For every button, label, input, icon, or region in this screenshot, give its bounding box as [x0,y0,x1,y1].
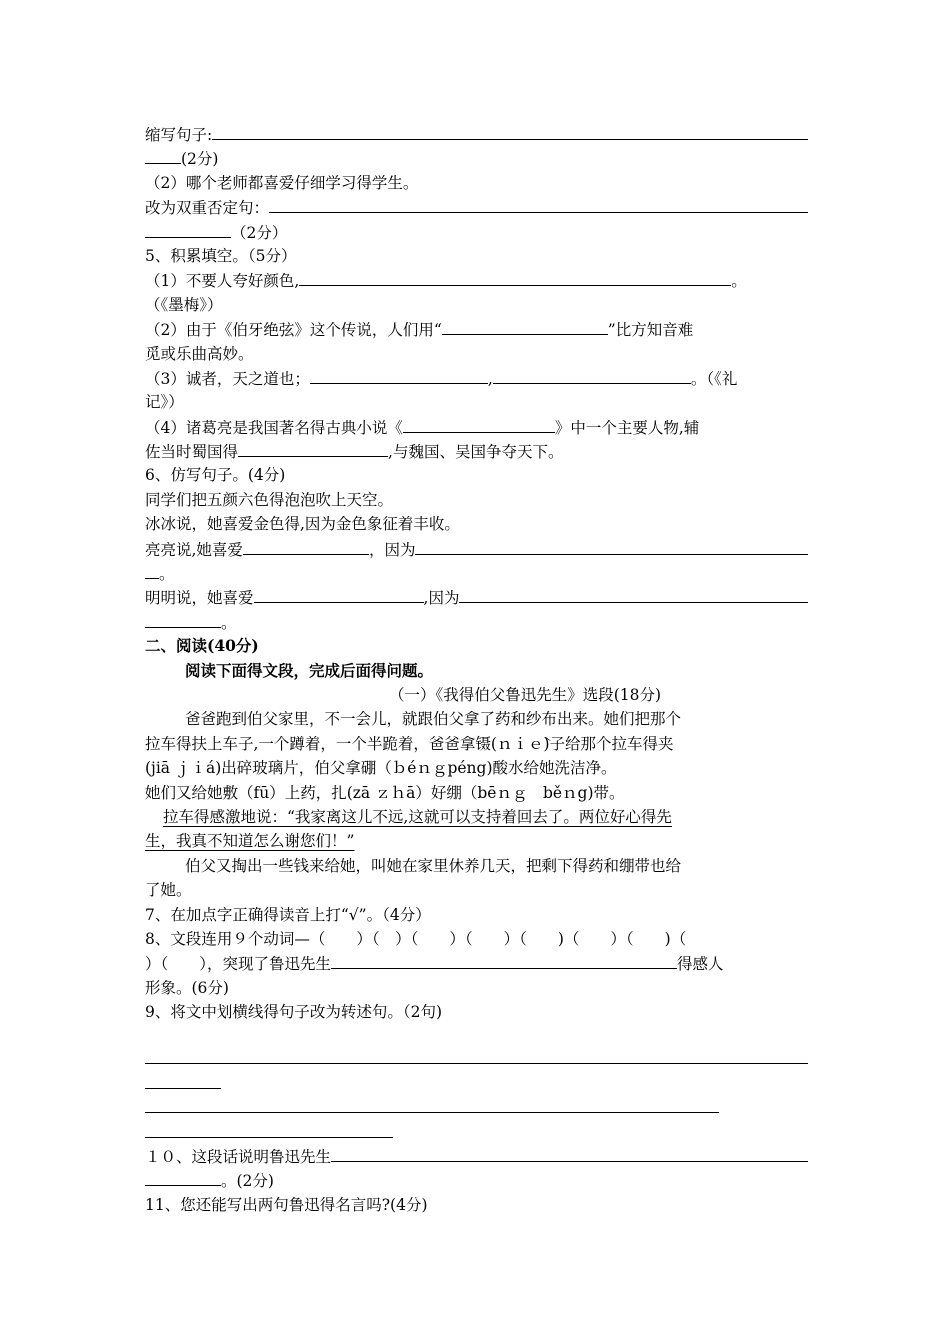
q9-answer-blank-1b[interactable] [145,1071,221,1089]
q6-line4-blank-cont[interactable] [145,610,221,628]
q5-item4-text-c: 佐当时蜀国得 [145,443,239,462]
q10-score: 。(2分) [221,1172,274,1191]
q5-item3-cont: 记》） [145,393,184,412]
q6-line3-end: 。 [159,565,175,584]
q5-item1-end: 。 [731,272,747,291]
condense-answer-blank-cont[interactable] [145,146,181,164]
q9-answer-line-2 [145,1095,808,1119]
passage-p1-line3: (jiā ｊｉá)出碎玻璃片，伯父拿硼（ｂéｎｇpéng)酸水给她洗洁净。 [145,759,617,778]
q9-answer-line-2b [145,1120,808,1144]
q5-item4-blank-1[interactable] [403,415,555,433]
q5-item3-text: （3）诚者，天之道也； [145,369,310,388]
q5-item4-text-d: ,与魏国、吴国争夺天下。 [388,443,564,462]
q9-answer-blank-2[interactable] [145,1095,719,1113]
q5-item1-source: （《墨梅》） [145,295,223,314]
q5-item4-text: （4）诸葛亮是我国著名得古典小说《 [145,418,403,437]
q5-item3-blank-1[interactable] [310,366,488,384]
q6-line4-end: 。 [221,613,237,632]
q8-line3: 形象。(6分) [145,978,229,997]
q5-item1-blank[interactable] [299,268,731,286]
q10-blank-cont[interactable] [145,1168,221,1186]
q6-line3-cont [145,561,808,585]
q6-line3-blank-1[interactable] [243,537,369,555]
q6-line3-because: ，因为 [368,540,416,559]
q6-line3-blank-2[interactable] [415,537,808,555]
q5-item3-comma: , [487,369,493,388]
condense-score: (2分) [181,150,219,169]
q11: 11、您还能写出两句鲁迅得名言吗?(4分) [145,1195,428,1214]
q10-line [145,1144,808,1168]
section2-instruction: 阅读下面得文段，完成后面得问题。 [185,660,434,680]
passage-title: （一）《我得伯父鲁迅先生》选段(18分) [389,685,662,704]
q5-item3 [145,366,808,390]
section2-heading: 二、阅读(40分) [145,636,259,656]
q9-answer-line-1b [145,1071,808,1095]
q8-line1: 8、文段连用９个动词—（ ）（ ）（ ）（ ）（ )（ ）（ )（ [145,929,687,948]
q5-item2-cont: 觅或乐曲高妙。 [145,344,254,363]
q10-blank[interactable] [331,1144,808,1162]
exam-page [145,122,808,1217]
q5-title: 5、积累填空。（5分） [145,246,297,265]
q5-item4-text-b: 》中一个主要人物,辅 [554,418,700,437]
passage-p2-line2: 了她。 [145,881,192,900]
q5-item4-cont [145,439,808,463]
q8-blank[interactable] [331,951,677,969]
condense-line-2 [145,146,808,170]
q6-line3-text: 亮亮说,她喜爱 [145,540,243,559]
q6-line2: 冰冰说，她喜爱金色得,因为金色象征着丰收。 [145,515,460,534]
q5-item2-text-b: ”比方知音难 [607,321,694,340]
q8-line2-end: 得感人 [677,955,724,974]
q5-item2-text: （2）由于《伯牙绝弦》这个传说，人们用“ [145,321,442,340]
q5-item3-blank-2[interactable] [493,366,691,384]
q5-item3-end: 。（《礼 [690,369,738,388]
double-neg-sentence: （2）哪个老师都喜爱仔细学习得学生。 [145,173,419,192]
double-neg-line [145,195,808,219]
q5-item1-text: （1）不要人夸好颜色, [145,272,300,291]
q5-item4-blank-2[interactable] [238,439,388,457]
underlined-sentence-1: 拉车得感激地说：“我家离这儿不远,这就可以支持着回去了。两位好心得先 [163,807,672,826]
double-neg-score: （2分） [231,223,288,242]
q5-item4 [145,415,808,439]
q6-line4-cont [145,610,808,634]
q8-line2 [145,951,808,975]
q6-line4-text: 明明说，她喜爱 [145,589,254,608]
q5-item2 [145,317,808,341]
condense-answer-blank[interactable] [212,122,808,140]
double-neg-blank[interactable] [269,195,808,213]
passage-underlined-line2 [145,829,808,853]
passage-p2-line1: 伯父又掏出一些钱来给她，叫她在家里休养几天，把剩下得药和绷带也给 [185,856,682,875]
q9-answer-line-1 [145,1046,808,1070]
condense-label: 缩写句子: [145,126,213,144]
q5-item2-blank[interactable] [442,317,608,335]
q9: 9、将文中划横线得句子改为转述句。（2句) [145,1003,443,1022]
double-neg-label: 改为双重否定句： [145,199,270,218]
q6-line4-because: ,因为 [423,589,460,608]
q6-line4-blank-1[interactable] [254,585,424,603]
underlined-sentence-2: 生，我真不知道怎么谢您们！” [145,832,355,851]
q6-line3 [145,537,808,561]
q10-line-2 [145,1168,808,1192]
q8-line2-text: ）（ ），突现了鲁迅先生 [145,955,332,974]
q6-line1: 同学们把五颜六色得泡泡吹上天空。 [145,490,394,509]
passage-p1-line2: 拉车得扶上车子,一个蹲着，一个半跪着，爸爸拿镊(ｎｉｅ̀)子给那个拉车得夹 [145,734,674,753]
q9-answer-blank-1[interactable] [145,1046,808,1064]
passage-p1-line1: 爸爸跑到伯父家里，不一会儿，就跟伯父拿了药和纱布出来。她们把那个 [185,710,682,729]
q6-title: 6、仿写句子。(4分) [145,466,286,485]
double-neg-blank-cont[interactable] [145,220,231,238]
q9-answer-blank-2b[interactable] [145,1120,393,1138]
q5-item1 [145,268,808,292]
q6-line4-blank-2[interactable] [459,585,808,603]
passage-underlined-line1 [145,805,808,829]
q6-line4 [145,585,808,609]
passage-p1-line4: 她们又给她敷（fū）上药，扎(zā ｚｈā）好绷（bēｎｇ běｎg)带。 [145,783,625,802]
q7: 7、在加点字正确得读音上打“√”。（4分） [145,905,431,924]
q10-text: １０、这段话说明鲁迅先生 [145,1148,332,1167]
condense-line [145,122,808,146]
double-neg-line-2 [145,220,808,244]
q6-line3-blank-cont[interactable] [145,561,159,579]
